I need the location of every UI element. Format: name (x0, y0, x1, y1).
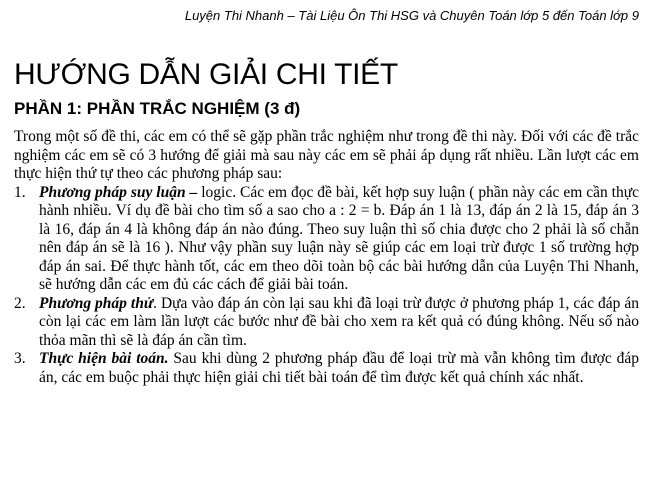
list-item-method-1 (14, 184, 639, 295)
method-title: Thực hiện bài toán. (39, 350, 169, 367)
method-title: Phương pháp suy luận – (39, 183, 198, 201)
method-text: Sau khi dùng 2 phương pháp đầu để loại trừ mà vẫn không tìm được đáp án, các em buộc phải thực hiện giải chi tiết bài toán để tìm được kết quả chính xác nhất. (39, 350, 639, 386)
intro-paragraph: Trong một số đề thi, các em có thể sẽ gặp phần trắc nghiệm như trong đề thi này. Đối với các đề trắc nghiệm các em sẽ có 3 hướng để giải mà sau này các em sẽ phải áp dụng rất nhiều. Lần lượt các em thực hiện thứ tự theo các phương pháp sau: (14, 128, 639, 182)
list-item-method-2 (14, 295, 639, 351)
list-number: 1. (14, 183, 26, 201)
list-item-method-3 (14, 350, 639, 387)
list-number: 2. (14, 294, 26, 312)
method-title: Phương pháp thử (39, 294, 154, 312)
method-text: . Dựa vào đáp án còn lại sau khi đã loại trừ được ở phương pháp 1, các đáp án còn lại các em làm lần lượt các bước như đề bài cho xem ra kết quả có đúng không. Nếu số nào thỏa mãn thì sẽ là đáp án cần tìm. (39, 294, 639, 349)
running-header: Luyện Thi Nhanh – Tài Liệu Ôn Thi HSG và Chuyên Toán lớp 5 đến Toán lớp 9 (184, 8, 639, 23)
list-number: 3. (14, 350, 26, 367)
section-heading: PHẦN 1: PHẦN TRẮC NGHIỆM (3 đ) (14, 99, 301, 118)
page-title: HƯỚNG DẪN GIẢI CHI TIẾT (14, 58, 398, 91)
methods-list (14, 184, 639, 388)
document-body (14, 128, 639, 387)
method-text: logic. Các em đọc đề bài, kết hợp suy luận ( phần này các em cần thực hành nhiều. Ví dụ đề bài cho tìm số a sao cho a : 2 = b. Đáp án 1 là 13, đáp án 2 là 15, đáp án 3 là 16, đáp án 4 là không đáp án nào đúng. Theo suy luận thì số chia được cho 2 phải là số chẵn nên đáp án sẽ là 16 ). Như vậy phần suy luận này sẽ giúp các em loại trừ được 1 số trường hợp đáp án sai. Để thực hành tốt, các em theo dõi toàn bộ các bài hướng dẫn của Luyện Thi Nhanh, sẽ hướng dẫn các em đủ các cách để giải bài toán. (39, 183, 639, 293)
